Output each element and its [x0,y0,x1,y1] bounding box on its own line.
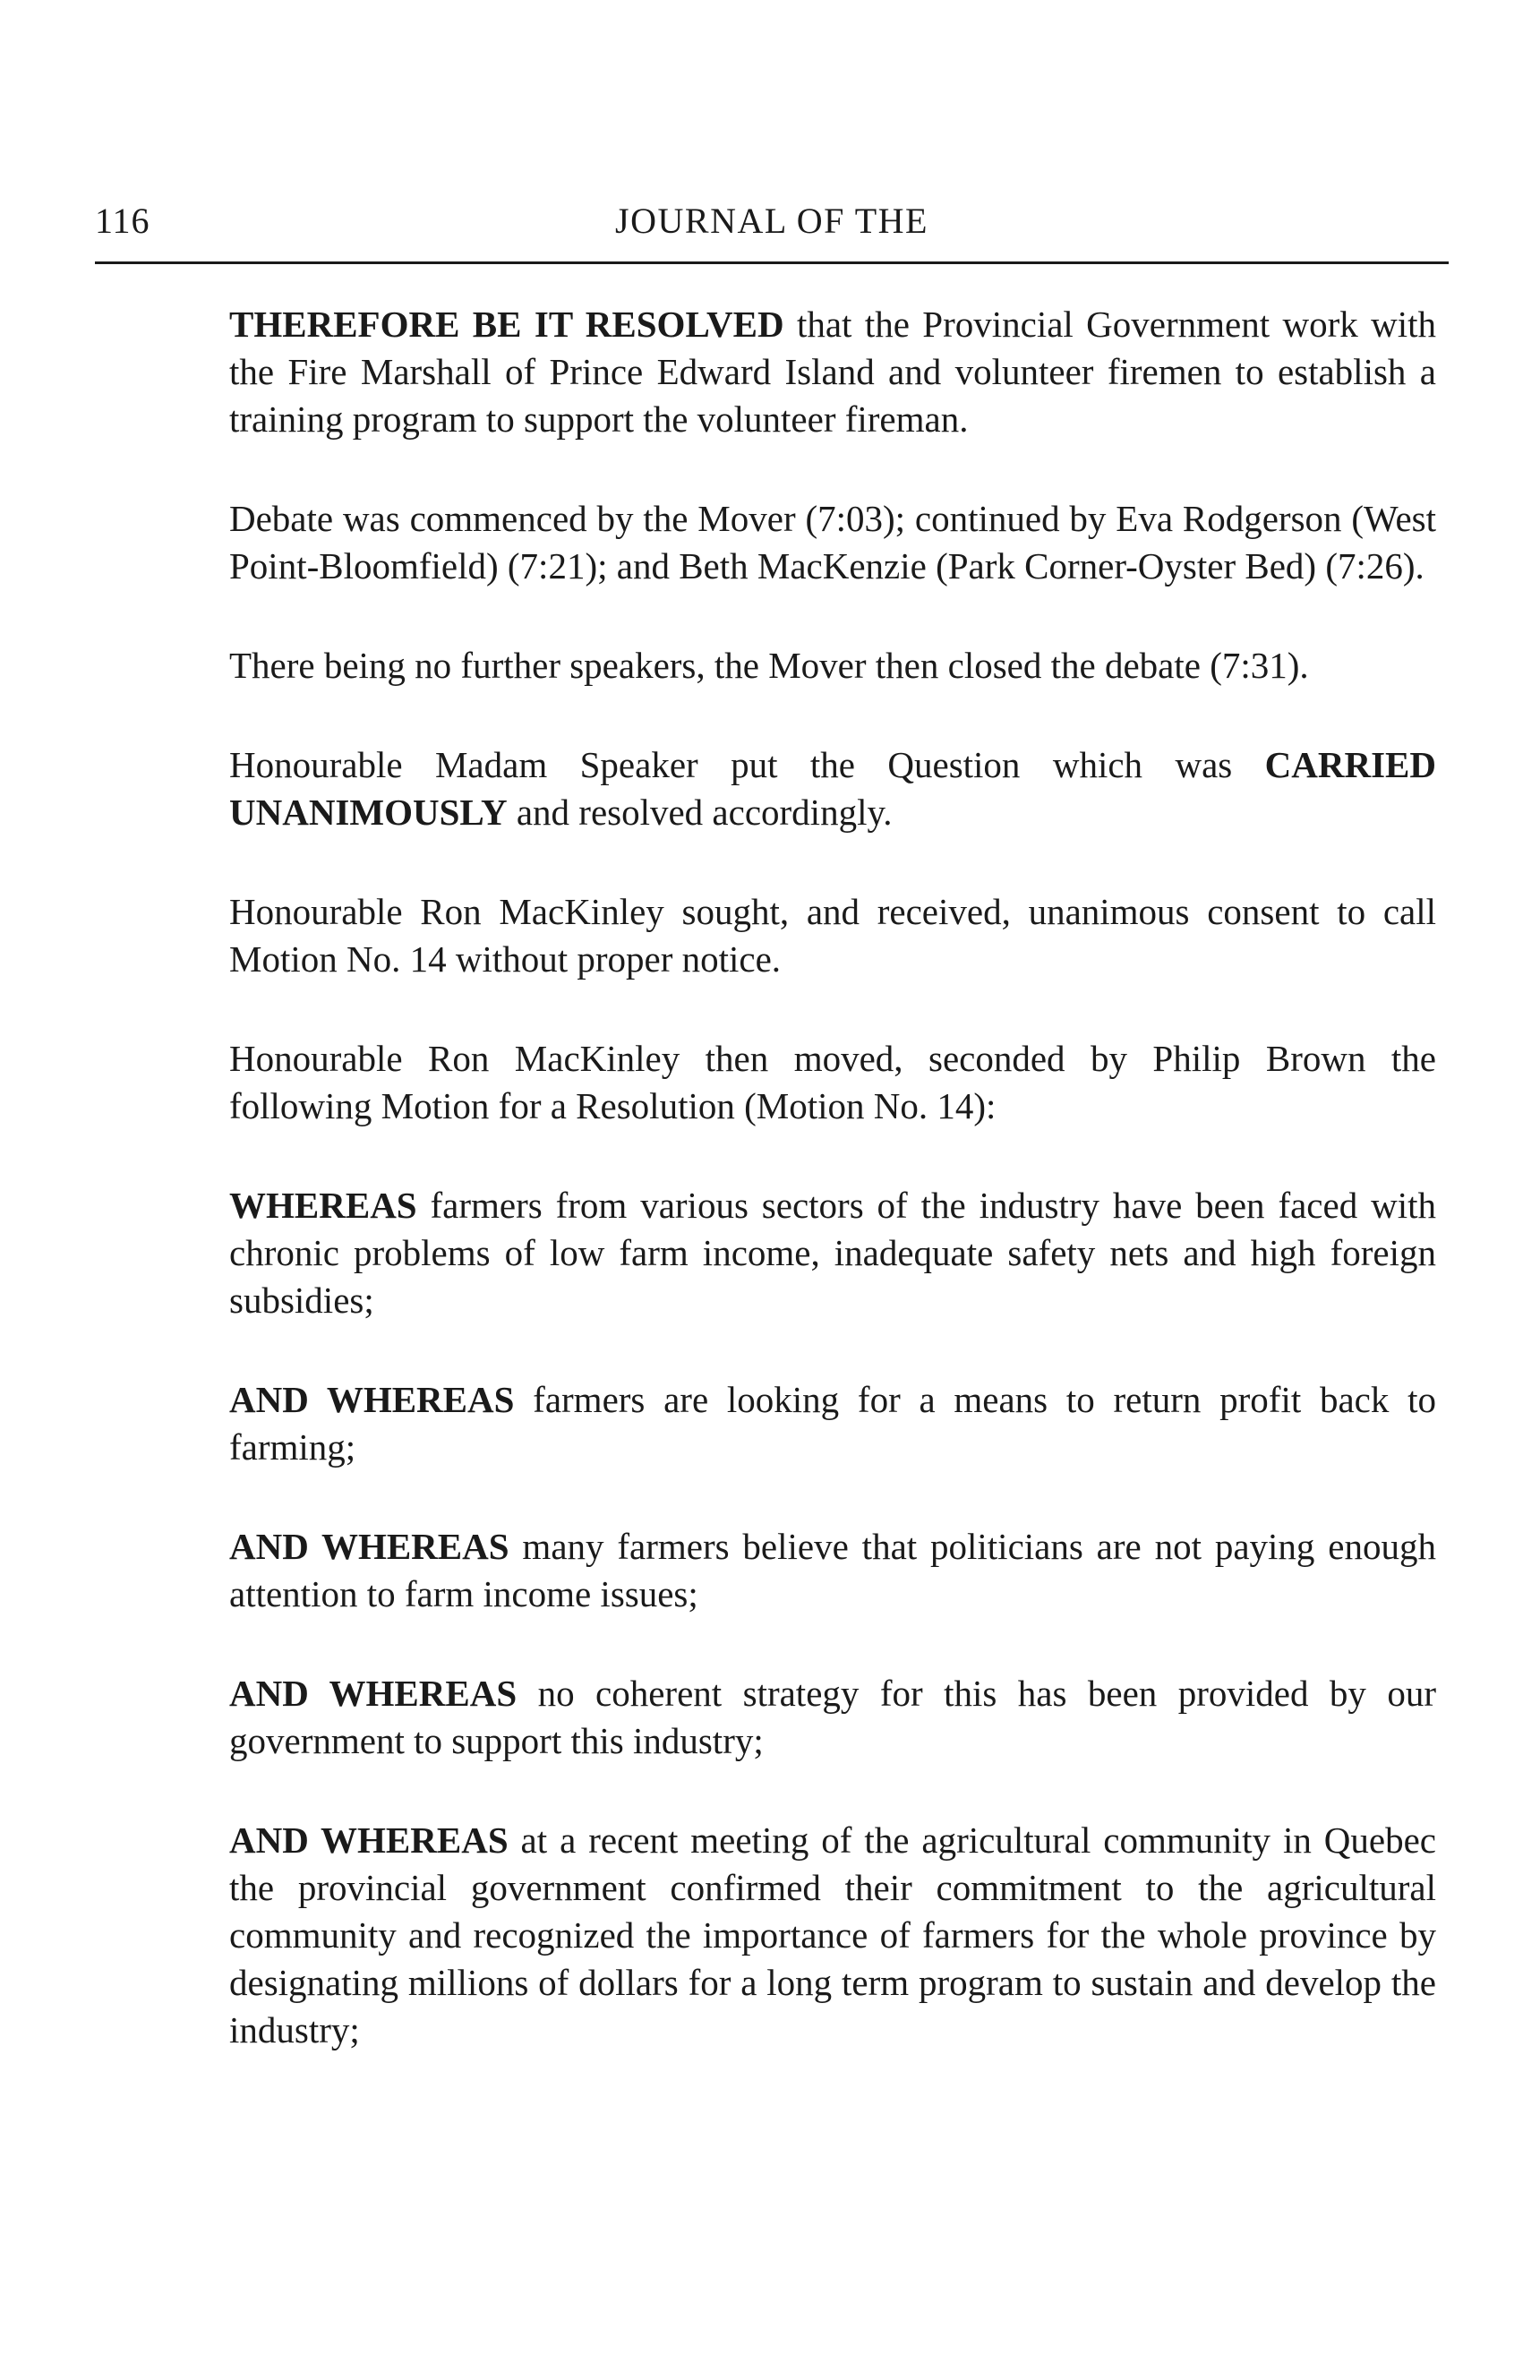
page-number: 116 [95,201,150,241]
whereas-clause [229,1817,1436,2054]
question-result-tail: and resolved accordingly. [507,792,893,833]
debate-record-text: Debate was commenced by the Mover (7:03); continued by Eva Rodgerson (West Point-Bloomfield) (7:21); and Beth MacKenzie (Park Corner-Oyster Bed) (7:26). [229,498,1436,586]
whereas-lead: AND WHEREAS [229,1526,509,1567]
journal-body [229,301,1436,2106]
resolution-text: that the Provincial Government work with the Fire Marshall of Prince Edward Island and volunteer firemen to establish a training program to support the volunteer fireman. [229,304,1436,440]
question-result-outcome: CARRIED UNANIMOUSLY [229,744,1436,833]
whereas-text: no coherent strategy for this has been provided by our government to support this industry; [229,1673,1436,1761]
whereas-lead: AND WHEREAS [229,1819,509,1861]
motion-introduction [229,1035,1436,1130]
whereas-text: at a recent meeting of the agricultural community in Quebec the provincial government confirmed their commitment to the agricultural community and recognized the importance of farmers for the whole province by designating millions of dollars for a long term program to sustain and develop the industry; [229,1819,1436,2050]
debate-closed [229,642,1436,689]
whereas-text: farmers from various sectors of the industry have been faced with chronic problems of low farm income, inadequate safety nets and high foreign subsidies; [229,1185,1436,1321]
whereas-clause [229,1670,1436,1765]
motion-introduction-text: Honourable Ron MacKinley then moved, seconded by Philip Brown the following Motion for a Resolution (Motion No. 14): [229,1038,1436,1126]
whereas-text: many farmers believe that politicians are not paying enough attention to farm income issues; [229,1526,1436,1614]
whereas-lead: WHEREAS [229,1185,417,1226]
debate-closed-text: There being no further speakers, the Mover then closed the debate (7:31). [229,645,1309,686]
debate-record [229,495,1436,590]
whereas-lead: AND WHEREAS [229,1673,518,1714]
resolution-clause [229,301,1436,443]
consent-record-text: Honourable Ron MacKinley sought, and received, unanimous consent to call Motion No. 14 without proper notice. [229,891,1436,980]
whereas-lead: AND WHEREAS [229,1379,515,1420]
whereas-clause [229,1523,1436,1618]
resolution-lead: THEREFORE BE IT RESOLVED [229,304,784,345]
whereas-clause [229,1376,1436,1471]
whereas-text: farmers are looking for a means to return profit back to farming; [229,1379,1436,1468]
whereas-clause [229,1182,1436,1324]
page-header [95,199,1449,264]
question-result-text: Honourable Madam Speaker put the Question which was [229,744,1265,785]
question-result [229,741,1436,836]
consent-record [229,888,1436,983]
running-head: JOURNAL OF THE [615,201,928,241]
